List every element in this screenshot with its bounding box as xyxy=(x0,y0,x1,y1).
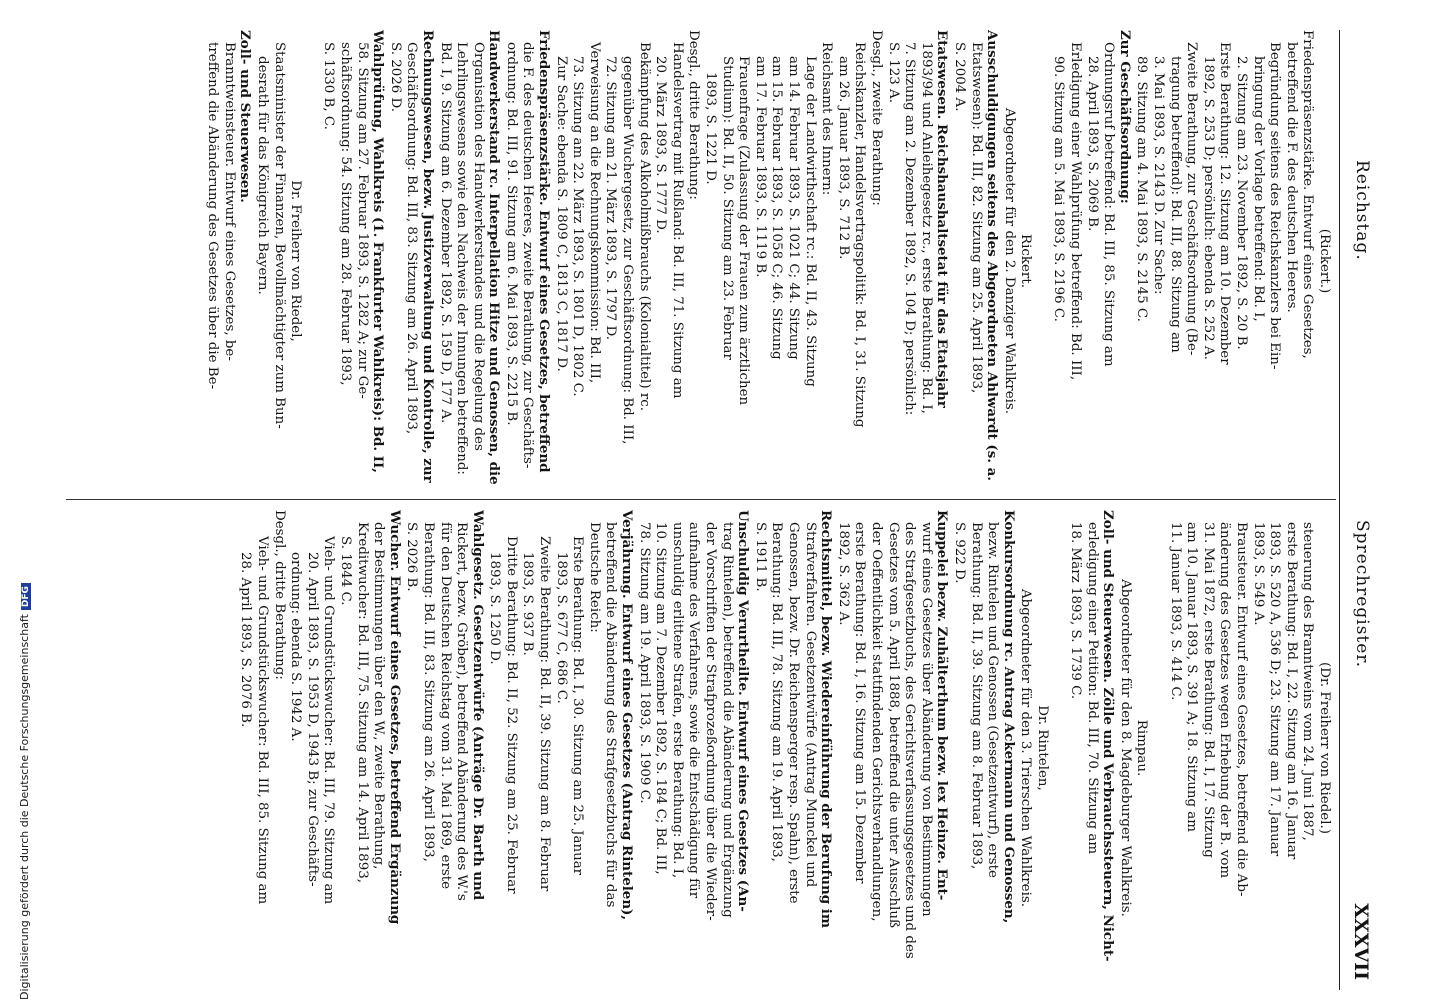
entry-line: Vieh- und Grundstückswucher: Bd. III, 79. Sitzung am xyxy=(321,536,337,905)
running-head xyxy=(1339,30,1380,990)
section-heading-line: Abgeordneter für den 3. Trierschen Wahlkreis. xyxy=(1018,588,1034,907)
entry-line xyxy=(1050,510,1067,986)
entry-title-line: Handwerkerstand rc. Interpellation Hitze und Genossen, die xyxy=(486,30,503,485)
entry-line: bezw. Rintelen und Genossen (Gesetzentwurf), erste xyxy=(985,522,1001,878)
entry-title-line: Konkursordnung rc. Antrag Ackermann und Genossen, xyxy=(1000,510,1017,924)
entry-line: am 15. Februar 1893, S. 1058 C; 46. Sitzung xyxy=(769,56,785,360)
entry-line: Erste Berathung: 12. Sitzung am 10. Dezember xyxy=(1217,42,1233,365)
entry-line: 1893, S. 520 A, 536 D; 23. Sitzung am 17. Januar xyxy=(1267,522,1283,857)
entry-line: Berathung: Bd. III, 83. Sitzung am 26. April 1893, xyxy=(420,522,436,862)
section-heading-line: (Dr. Freiherr von Riedel.) xyxy=(1317,662,1332,834)
entry-title-line: Unschuldig Verurtheilte. Entwurf eines Gesetzes (An- xyxy=(735,510,752,912)
entry-line: 3. Mai 1893, S. 2143 D. Zur Sache: xyxy=(1151,56,1167,295)
entry-line: trag Rintelen), betreffend die Abänderung und Ergänzung xyxy=(719,522,735,918)
entry-line: Verweisung an die Rechnungskommission: Bd. III, xyxy=(586,42,602,384)
entry-line xyxy=(1033,30,1050,492)
entry-line: 72. Sitzung am 21. März 1893, S. 1797 D. xyxy=(603,56,619,341)
entry-title-line: Ausschuldigungen seitens des Abgeordneten Ahlwardt (s. a. xyxy=(984,30,1001,481)
entry-line: Etatswesen): Bd. III, 82. Sitzung am 25. April 1893, xyxy=(968,42,984,394)
entry-line: 1892, S. 362 A. xyxy=(835,522,851,626)
entry-line: Branntweinsteuer. Entwurf eines Gesetzes, be- xyxy=(221,42,237,361)
rotated-register-page xyxy=(60,30,1380,990)
left-column xyxy=(70,30,1332,492)
entry-line: S. 1844 C. xyxy=(337,536,353,606)
entry-line: Bd. I, 9. Sitzung am 6. Dezember 1892, S. 159 D, 177 A. xyxy=(437,42,453,424)
entry-line: 58. Sitzung am 27. Februar 1893, S. 1282 A; zur Ge- xyxy=(354,42,370,399)
entry-line: 18. März 1893, S. 1739 C. xyxy=(1068,522,1084,700)
entry-line: Strafverfahren. Gesetzentwürfe (Antrag Munckel und xyxy=(802,522,818,888)
entry-line: gegenüber Wuchergesetz, zur Geschäftsordnung: Bd. III, xyxy=(620,56,636,445)
entry-line: S. 123 A. xyxy=(885,42,901,103)
entry-line: 1893, S. 549 A. xyxy=(1250,522,1266,626)
entry-line: die F. des deutschen Heeres, zweite Berathung, zur Geschäfts- xyxy=(520,42,536,469)
entry-line: bringung der Vorlage betreffend: Bd. I, xyxy=(1250,56,1266,322)
entry-line: am 10. Januar 1893, S. 391 A; 18. Sitzung am xyxy=(1184,522,1200,832)
entry-line: änderung des Gesetzes wegen Erhebung der B. vom xyxy=(1217,522,1233,879)
entry-line: S. 1911 B. xyxy=(752,522,768,592)
header-right-title: Sprechregister. xyxy=(1352,520,1372,668)
entry-line: Staatsminister der Finanzen, Bevollmächtigter zum Bun- xyxy=(271,42,287,429)
entry-line: wurf eines Gesetzes über Abänderung von Bestimmungen xyxy=(918,522,934,917)
entry-line: Vieh- und Grundstückswucher: Bd. III, 85. Sitzung am xyxy=(255,536,270,905)
entry-line: für den Deutschen Reichstag vom 31. Mai 1869, erste xyxy=(437,522,453,890)
entry-title-line: Rechtsmittel, bezw. Wiedereinführung der Berufung im xyxy=(818,510,835,929)
entry-line: 20. April 1893, S. 1953 D, 1943 B; zur Geschäfts- xyxy=(304,552,320,887)
entry-line: Bekämpfung des Alkoholmißbrauchs (Kolonialtitel) rc. xyxy=(636,42,652,411)
entry-line: Friedenspräsenzstärke. Entwurf eines Gesetzes, xyxy=(1300,30,1316,359)
entry-line: 78. Sitzung am 19. April 1893, S. 1909 C. xyxy=(636,522,652,804)
entry-line: der Vorschriften der Strafprozeßordnung über die Wieder- xyxy=(703,522,719,921)
entry-line: 11. Januar 1893, S. 414 C. xyxy=(1167,522,1183,701)
entry-line: Desgl., dritte Berathung: xyxy=(686,30,702,200)
entry-line: 28. April 1893, S. 2069 B. xyxy=(1084,56,1100,232)
entry-line: 90. Sitzung am 5. Mai 1893, S. 2196 C. xyxy=(1051,56,1067,322)
entry-line: S. 2026 D. xyxy=(387,42,403,113)
entry-line: Reichskanzler, Handelsvertragspolitik: Bd. I, 31. Sitzung xyxy=(852,42,868,428)
entry-line: 1893, S. 1250 D. xyxy=(487,552,503,665)
entry-line: Genossen, bezw. Dr. Reichensperger resp. Spahn), erste xyxy=(786,522,801,904)
entry-line: Reichsamt des Innern: xyxy=(819,42,835,196)
section-heading-line: Rimpau. xyxy=(1134,719,1150,777)
entry-line: treffend die Abänderung des Gesetzes über die Be- xyxy=(205,42,221,390)
entry-line: des Strafgesetzbuchs, des Gerichtsverfassungsgesetzes und des xyxy=(902,522,918,959)
entry-line: 1893, S. 677 C, 686 C. xyxy=(553,552,569,704)
digitization-footer xyxy=(18,583,31,1000)
entry-line: 10. Sitzung am 7. Dezember 1892, S. 184 C; Bd. III, xyxy=(653,522,669,875)
section-heading-line: Dr. Freiherr von Riedel, xyxy=(288,180,304,342)
entry-line: 1893, S. 937 B. xyxy=(520,552,536,656)
entry-line: tragung betreffend): Bd. III, 88. Sitzung am xyxy=(1167,56,1183,353)
entry-line: Erste Berathung: Bd. I, 30. Sitzung am 25. Januar xyxy=(570,536,586,876)
entry-line: erledigung einer Petition: Bd. III, 70. Sitzung am xyxy=(1084,522,1100,855)
entry-title-line: Wahlprüfung, Wahlkreis (1. Frankfurter Wahlkreis): Bd. II, xyxy=(370,30,387,473)
entry-line: erste Berathung: Bd. I, 16. Sitzung am 15. Dezember xyxy=(852,522,868,884)
entry-line: S. 922 D. xyxy=(951,522,967,584)
entry-line: am 17. Februar 1893, S. 1119 B. xyxy=(752,56,768,278)
entry-line: S. 1330 B, C. xyxy=(321,42,337,130)
entry-line: Handelsvertrag mit Rußland: Bd. III, 71. Sitzung am xyxy=(669,42,685,399)
dfg-logo: DFG xyxy=(21,583,31,610)
entry-line: Dritte Berathung: Bd. II, 52. Sitzung am 25. Februar xyxy=(503,536,519,894)
entry-line: Erledigung einer Wahlprüfung betreffend: Bd. III, xyxy=(1068,42,1084,381)
entry-line: 7. Sitzung am 2. Dezember 1892, S. 104 D; persönlich: xyxy=(902,42,918,416)
section-heading-line: Rickert. xyxy=(1018,234,1034,288)
entry-line: S. 2026 B. xyxy=(404,522,420,592)
entry-line: Zur Sache: ebenda S. 1809 C, 1813 C, 1817 D. xyxy=(553,56,569,372)
entry-line: betreffend die F. des deutschen Heeres. xyxy=(1283,42,1299,313)
entry-line: 28. April 1893, S. 2076 B. xyxy=(238,552,254,728)
entry-line: erste Berathung: Bd. I, 22. Sitzung am 16. Januar xyxy=(1283,522,1299,860)
entry-line: Deutsche Reich: xyxy=(586,522,602,633)
entry-line: steuerung des Branntweins vom 24. Juni 1887, xyxy=(1300,522,1316,841)
entry-line: Brausteuer. Entwurf eines Gesetzes, betreffend die Ab- xyxy=(1234,522,1250,897)
entry-line: S. 2004 A. xyxy=(951,42,967,112)
entry-line: der Oeffentlichkeit stattfindenden Gerichtsverhandlungen, xyxy=(868,522,884,922)
entry-line: Zweite Berathung: Bd. II, 39. Sitzung am 8. Februar xyxy=(537,536,553,892)
entry-title-line: Zur Geschäftsordnung: xyxy=(1116,30,1133,204)
entry-title-line: Rechnungswesen, bezw. Justizverwaltung und Kontrolle, zur xyxy=(419,30,436,483)
entry-line: Desgl., dritte Berathung: xyxy=(271,510,287,680)
footer-text: Digitalisierung gefördert durch die Deutsche Forschungsgemeinschaft xyxy=(18,614,31,1000)
section-heading-line: Abgeordneter für den 2. Danziger Wahlkreis. xyxy=(1001,107,1017,415)
entry-line: ordnung: Bd. III, 91. Sitzung am 6. Mai 1893, S. 2215 B. xyxy=(503,42,519,426)
section-heading-line: Dr. Rintelen, xyxy=(1034,705,1050,791)
entry-title-line: Zoll- und Steuerwesen. xyxy=(237,30,254,203)
section-heading-line: Abgeordneter für den 8. Magdeburger Wahlkreis. xyxy=(1117,579,1133,917)
entry-title-line: Kuppelei bezw. Zuhälterthum bezw. lex Heinze. Ent- xyxy=(934,510,951,901)
entry-line: Berathung: Bd. III, 78. Sitzung am 19. April 1893, xyxy=(769,522,785,862)
entry-line: der Bestimmungen über den W., zweite Berathung, xyxy=(371,522,387,870)
entry-line: 20. März 1893, S. 1777 D. xyxy=(653,56,669,234)
entry-line xyxy=(1149,510,1166,986)
entry-line: Rickert, bezw. Gröber), betreffend Abänderung des W.'s xyxy=(454,522,470,901)
entry-line: 1893, S. 1221 D. xyxy=(703,72,719,185)
header-left-title: Reichstag. xyxy=(1352,160,1372,261)
entry-line: am 26. Januar 1893, S. 712 B. xyxy=(835,56,851,260)
entry-title-line: Verjährung. Entwurf eines Gesetzes (Antrag Rintelen), xyxy=(619,510,636,921)
entry-title-line: Zoll- und Steuerwesen. Zölle und Verbrauchssteuern, Nicht- xyxy=(1100,510,1117,962)
entry-line: desrath für das Königreich Bayern. xyxy=(255,56,270,295)
entry-line: 1893/94 und Anleihegesetz rc., erste Berathung: Bd. I, xyxy=(918,42,934,414)
entry-line: 1892, S. 253 D; persönlich: ebenda S. 252 A. xyxy=(1200,56,1216,360)
entry-line: 89. Sitzung am 4. Mai 1893, S. 2145 C. xyxy=(1134,56,1150,322)
right-column xyxy=(70,510,1332,986)
entry-line: aufnahme des Verfahrens, sowie die Entschädigung für xyxy=(686,522,702,899)
entry-line: Desgl., zweite Berathung: xyxy=(868,30,884,206)
entry-line: 2. Sitzung am 23. November 1892, S. 20 B. xyxy=(1234,56,1250,350)
entry-title-line: Wahlgesetz. Gesetzentwürfe (Anträge Dr. Barth und xyxy=(469,510,486,901)
entry-line: unschuldig erlittene Strafen, erste Berathung: Bd. I, xyxy=(669,522,685,879)
entry-line: Zweite Berathung, zur Geschäftsordnung (Be- xyxy=(1184,42,1200,356)
entry-line: betreffend die Abänderung des Strafgesetzbuchs für das xyxy=(603,522,619,908)
page-number: XXXVII xyxy=(1350,903,1372,980)
entry-line: ordnung: ebenda S. 1942 A. xyxy=(288,552,304,742)
entry-line: Organisation des Handwerkerstandes und die Regelung des xyxy=(470,42,486,451)
column-divider xyxy=(66,499,1336,500)
entry-line: Begründung seitens des Reichskanzlers bei Ein- xyxy=(1267,42,1283,370)
entry-line: Geschäftsordnung: Bd. III, 83. Sitzung am 26. April 1893, xyxy=(404,42,420,435)
entry-line xyxy=(303,30,320,492)
entry-line: Kreditwucher: Bd. III, 75. Sitzung am 14. April 1893, xyxy=(354,522,370,883)
entry-title-line: Friedenspräsenzstärke. Entwurf eines Gesetzes, betreffend xyxy=(536,30,553,473)
entry-line: Lehrlingswesens sowie den Nachweis der Innungen betreffend: xyxy=(454,42,470,475)
entry-line: Frauenfrage (Zulassung der Frauen zum ärztlichen xyxy=(736,56,752,406)
section-heading-line: (Rickert.) xyxy=(1317,228,1332,294)
entry-line: am 14. Februar 1893, S. 1021 C; 44. Sitzung xyxy=(786,56,801,360)
entry-line: Ordnungsruf betreffend: Bd. III, 85. Sitzung am xyxy=(1101,42,1117,367)
entry-line: Studium): Bd. II, 50. Sitzung am 23. Februar xyxy=(719,56,735,360)
entry-line: Berathung: Bd. II, 39. Sitzung am 8. Februar 1893, xyxy=(968,522,984,870)
entry-line: 31. Mai 1872, erste Berathung: Bd. I, 17. Sitzung xyxy=(1200,522,1216,858)
entry-line: 73. Sitzung am 22. März 1893, S. 1801 D, 1802 C. xyxy=(570,56,586,397)
entry-line: Gesetzes vom 5. April 1888, betreffend die unter Ausschluß xyxy=(885,522,901,928)
entry-title-line: Etatswesen. Reichshaushaltsetat für das Etatsjahr xyxy=(934,30,951,408)
entry-line: schäftsordnung: 54. Sitzung am 28. Februar 1893, xyxy=(337,42,353,386)
entry-line: Lage der Landwirthschaft rc.: Bd. II, 43. Sitzung xyxy=(802,56,818,387)
entry-title-line: Wucher. Entwurf eines Gesetzes, betreffend Ergänzung xyxy=(386,510,403,925)
